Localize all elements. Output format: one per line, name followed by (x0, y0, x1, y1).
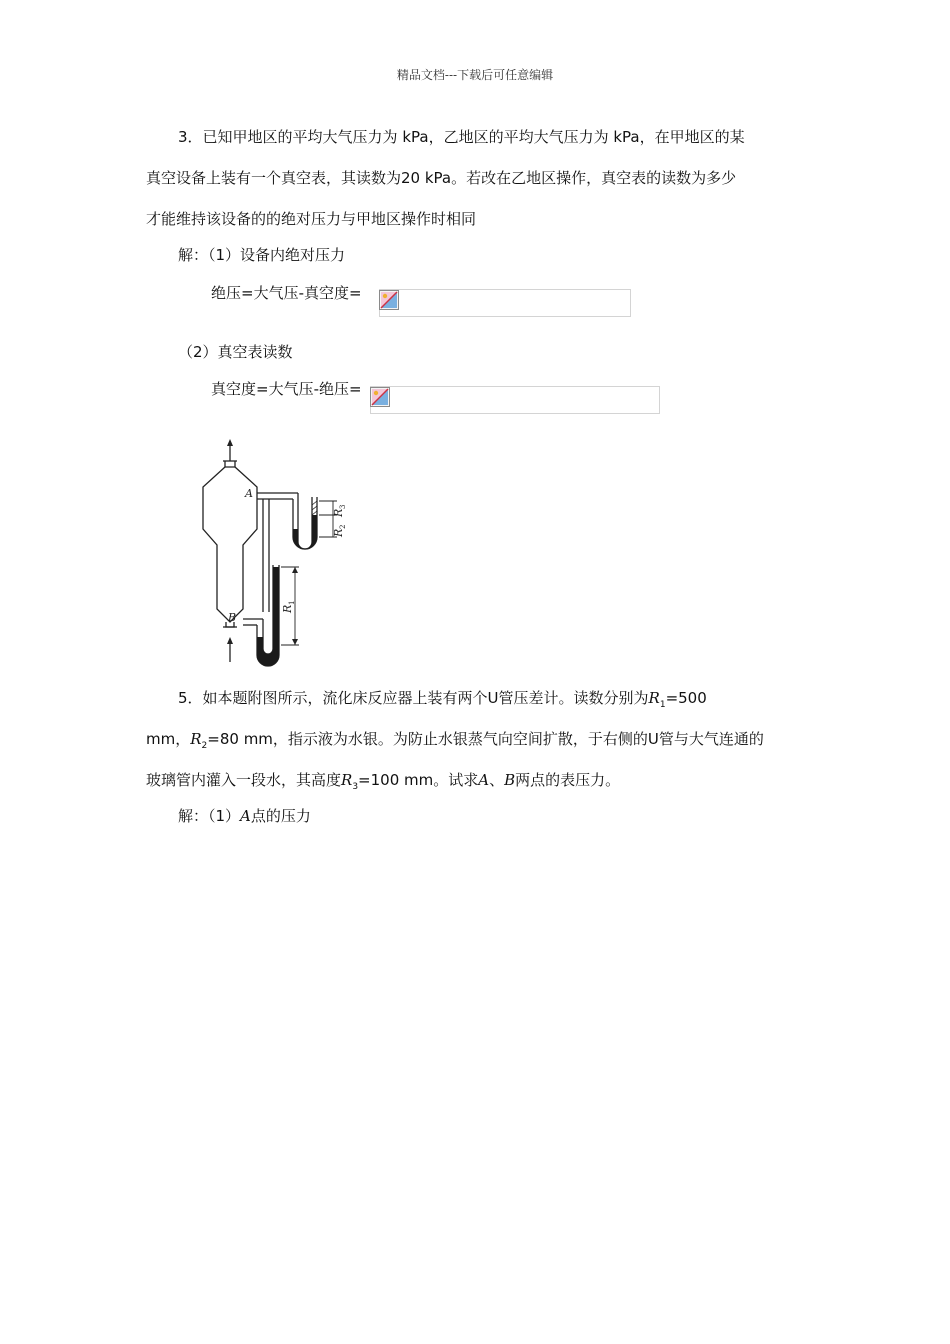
broken-image-icon (379, 290, 399, 310)
label-r2-sub: 2 (339, 524, 347, 529)
label-r3-sub: 3 (339, 504, 347, 509)
problem5-text: 、 (489, 771, 505, 789)
problem5-text: =500 (665, 689, 707, 707)
label-r3: R (332, 508, 345, 517)
mercury-column-large (257, 567, 279, 666)
label-point-b: B (228, 611, 237, 624)
var-r2-sub: 2 (201, 741, 208, 751)
problem5-text: 两点的表压力。 (515, 771, 621, 789)
broken-image-icon (370, 387, 390, 407)
problem5-line2 (146, 729, 764, 756)
problem3-line1: 3．已知甲地区的平均大气压力为 kPa，乙地区的平均大气压力为 kPa，在甲地区的某 (178, 128, 745, 146)
problem3-solution-step2: （2）真空表读数 (178, 343, 293, 361)
formula-vacuum-reading: 真空度=大气压-绝压= (211, 380, 362, 398)
var-r1-sub: 1 (659, 700, 666, 710)
label-r1: R (281, 604, 294, 613)
problem5-text: 解：（1） (178, 807, 241, 825)
problem5-text: mm， (146, 730, 191, 748)
problem5-text: 5．如本题附图所示，流化床反应器上装有两个U管压差计。读数分别为 (178, 689, 649, 707)
problem5-text: 玻璃管内灌入一段水，其高度 (146, 771, 342, 789)
fluidized-bed-reactor-diagram (195, 437, 355, 667)
formula-absolute-pressure: 绝压=大气压-真空度= (211, 284, 362, 302)
water-layer (312, 501, 317, 515)
problem5-solution-step1 (178, 806, 311, 826)
formula-result-box (379, 289, 631, 317)
var-r3-sub: 3 (352, 782, 359, 792)
var-r1: R (648, 689, 660, 707)
var-a: A (240, 807, 251, 825)
problem5-line3 (146, 770, 620, 797)
problem5-text: 点的压力 (250, 807, 311, 825)
formula-result-box (370, 386, 660, 414)
problem5-line1 (178, 688, 707, 715)
problem3-solution-step1: 解：（1）设备内绝对压力 (178, 246, 346, 264)
var-r3: R (341, 771, 353, 789)
problem3-line2: 真空设备上装有一个真空表，其读数为20 kPa。若改在乙地区操作，真空表的读数为多少 (146, 169, 737, 187)
problem5-text: =100 mm。试求 (358, 771, 479, 789)
label-r2: R (332, 528, 345, 537)
mercury-column-small (293, 515, 317, 549)
problem3-line3: 才能维持该设备的的绝对压力与甲地区操作时相同 (146, 210, 477, 228)
label-r1-sub: 1 (288, 600, 296, 605)
label-point-a: A (245, 487, 253, 500)
problem5-text: =80 mm，指示液为水银。为防止水银蒸气向空间扩散，于右侧的U管与大气连通的 (207, 730, 764, 748)
page-header: 精品文档---下载后可任意编辑 (396, 68, 554, 82)
var-b: B (504, 771, 516, 789)
var-r2: R (190, 730, 202, 748)
var-a: A (478, 771, 490, 789)
